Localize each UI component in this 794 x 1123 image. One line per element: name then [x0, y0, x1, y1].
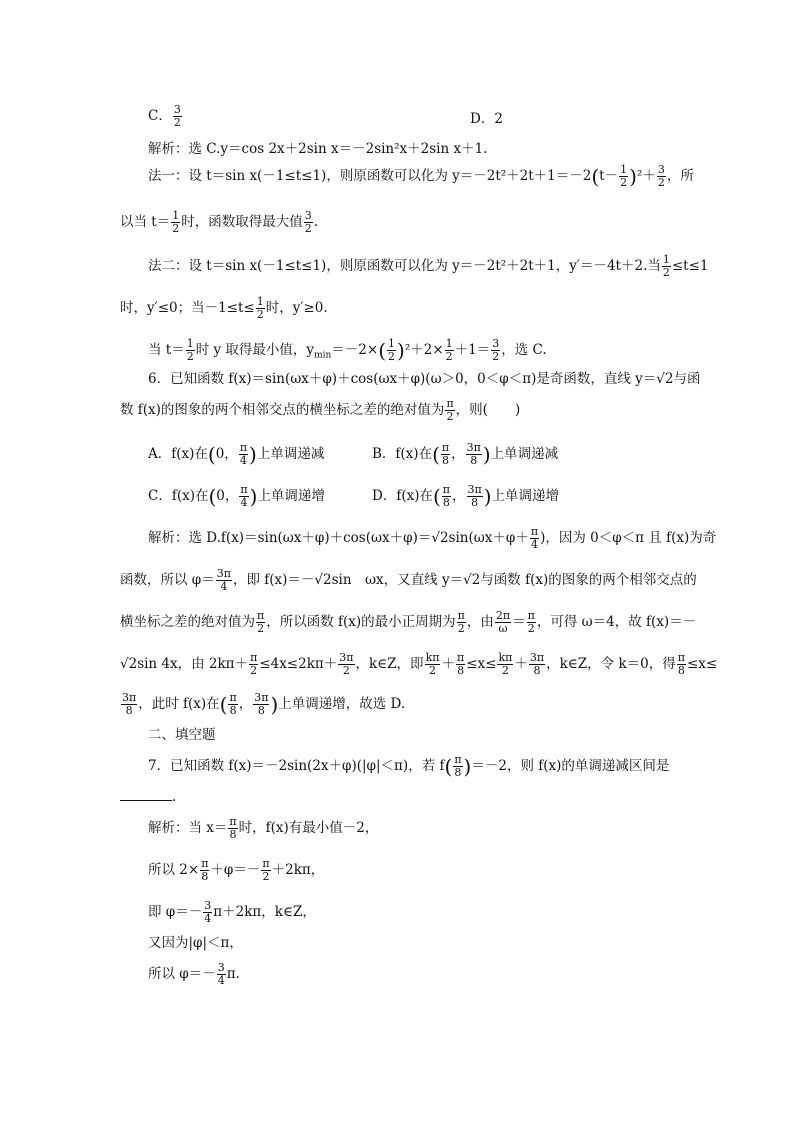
- text: t－: [599, 168, 619, 184]
- text: 函数，所以 φ＝: [120, 572, 215, 588]
- fraction: [527, 610, 536, 635]
- paren: ): [463, 754, 472, 779]
- answer-blank[interactable]: [120, 786, 172, 801]
- fraction: [253, 692, 269, 717]
- fraction: [497, 652, 513, 677]
- paren: ): [249, 484, 258, 509]
- text: 上单调递减: [490, 446, 559, 462]
- fraction: [171, 210, 180, 235]
- frac-den: 4: [239, 454, 247, 467]
- frac-num: 3π: [467, 483, 482, 496]
- text: 时，f(x)有最小值－2，: [238, 820, 379, 836]
- frac-den: 4: [217, 974, 225, 987]
- fraction: [256, 296, 265, 321]
- paren: (: [208, 484, 217, 509]
- frac-num: 2π: [495, 609, 511, 622]
- paren: ): [482, 442, 491, 467]
- text: ＝: [512, 614, 526, 630]
- fraction: [304, 210, 313, 235]
- frac-den: 2: [262, 870, 270, 883]
- frac-den: 8: [442, 454, 449, 467]
- frac-den: 8: [229, 828, 237, 841]
- q7-solution-line2: [148, 858, 324, 883]
- q5-method2-line1: [148, 254, 709, 279]
- text: 上单调递增: [257, 488, 325, 504]
- text: 上单调递增，故选 D.: [278, 696, 406, 712]
- frac-den: 2: [620, 176, 628, 189]
- fraction: [445, 398, 454, 423]
- frac-den: 8: [442, 496, 450, 509]
- frac-num: 3: [492, 337, 500, 350]
- fraction: [425, 652, 441, 677]
- frac-num: 3π: [339, 651, 354, 664]
- text: B．f(x)在: [372, 446, 433, 462]
- option-label: C．: [148, 108, 172, 124]
- frac-num: π: [456, 651, 465, 664]
- fraction: [203, 900, 212, 925]
- q6-option-b: [372, 442, 558, 467]
- text: .: [172, 789, 177, 805]
- paren: (: [591, 164, 600, 189]
- text: ＝－2×: [331, 342, 379, 358]
- text: ²＋2×: [404, 342, 444, 358]
- frac-num: π: [441, 441, 450, 454]
- q7-solution-line1: [148, 816, 378, 841]
- text: 横坐标之差的绝对值为: [120, 614, 255, 630]
- paren: (: [207, 442, 216, 467]
- fraction: [256, 610, 265, 635]
- text: C．f(x)在: [148, 488, 209, 504]
- text: ≤x≤: [686, 656, 718, 672]
- frac-num: π: [229, 691, 237, 704]
- frac-num: π: [239, 441, 248, 454]
- frac-den: 2: [446, 410, 454, 423]
- frac-num: π: [454, 753, 462, 766]
- frac-den: 8: [125, 704, 133, 717]
- text: ，则( ): [455, 402, 521, 418]
- frac-num: 3π: [254, 691, 269, 704]
- frac-den: 2: [457, 622, 465, 635]
- fraction: [121, 692, 137, 717]
- frac-den: 8: [229, 704, 237, 717]
- frac-num: 1: [186, 337, 194, 350]
- frac-num: 3π: [529, 651, 545, 664]
- q6-solution-line3: [120, 610, 696, 635]
- frac-den: 2: [445, 350, 453, 363]
- fraction: [466, 442, 482, 467]
- text: 法一：设 t＝sin x(－1≤t≤1)，则原函数可以化为 y＝－2t²＋2t＋1＝－2: [148, 168, 592, 184]
- text: 上单调递增: [491, 488, 560, 504]
- text: π＋2kπ，k∈Z，: [213, 904, 316, 920]
- paren: ): [397, 338, 405, 363]
- frac-den: 8: [470, 454, 478, 467]
- text: ，选 C.: [501, 342, 547, 358]
- frac-num: π: [257, 609, 265, 622]
- q6-solution-line4: [120, 652, 717, 677]
- text: ，由: [466, 614, 494, 630]
- frac-num: π: [262, 857, 270, 870]
- fraction: [495, 610, 511, 635]
- paren: ): [270, 692, 279, 717]
- fraction: [677, 652, 686, 677]
- text: 以当 t＝: [120, 214, 171, 230]
- frac-num: 1: [662, 253, 670, 266]
- frac-den: 8: [471, 496, 479, 509]
- frac-den: 8: [533, 664, 541, 677]
- paren: (: [444, 754, 453, 779]
- fraction: [338, 652, 354, 677]
- fraction: [228, 692, 237, 717]
- text: )，因为 0＜φ＜π 且 f(x)为奇: [540, 530, 717, 546]
- text: ＋1＝: [454, 342, 491, 358]
- text: ＝－2，则 f(x)的单调递减区间是: [471, 758, 670, 774]
- frac-den: 2: [186, 350, 194, 363]
- frac-den: 8: [677, 664, 685, 677]
- text: ，: [452, 488, 466, 504]
- subscript: min: [314, 350, 332, 361]
- frac-den: 2: [657, 176, 665, 189]
- q6-solution-line5: [120, 692, 405, 717]
- frac-num: π: [527, 609, 535, 622]
- fraction: [453, 754, 462, 779]
- text: 所以 φ＝－: [148, 966, 216, 982]
- frac-num: π: [442, 483, 451, 496]
- frac-num: π: [201, 857, 209, 870]
- text: ，k∈Z，令 k＝0，得: [546, 656, 676, 672]
- text: D．f(x)在: [372, 488, 433, 504]
- q6-stem-line1: 6．已知函数 f(x)＝sin(ωx＋φ)＋cos(ωx＋φ)(ω＞0，0＜φ＜π)是奇函数，直线 y＝√2与函: [148, 371, 701, 387]
- frac-den: 2: [501, 664, 509, 677]
- fraction: [657, 164, 666, 189]
- fraction: [200, 858, 209, 883]
- frac-den: 2: [256, 308, 264, 321]
- frac-den: 8: [457, 664, 465, 677]
- frac-num: 3: [217, 961, 225, 974]
- q5-option-c: [148, 104, 183, 129]
- frac-den: 8: [201, 870, 209, 883]
- text: 数 f(x)的图象的两个相邻交点的横坐标之差的绝对值为: [120, 402, 445, 418]
- text: √2sin 4x，由 2kπ＋: [120, 656, 249, 672]
- text: 即 φ＝－: [148, 904, 203, 920]
- q5-method1-line2: [120, 210, 318, 235]
- q5-option-d: D．2: [470, 111, 503, 127]
- q7-stem-line1: [148, 754, 669, 779]
- frac-num: π: [240, 483, 248, 496]
- frac-den: ω: [498, 622, 508, 635]
- fraction: [619, 164, 628, 189]
- text: .: [313, 214, 319, 230]
- fraction: [491, 338, 500, 363]
- text: ≤t≤1: [671, 258, 709, 274]
- text: 所以 2×: [148, 862, 200, 878]
- frac-num: 1: [172, 209, 180, 222]
- text: ，所: [666, 168, 694, 184]
- fraction: [217, 962, 226, 987]
- paren: ): [483, 484, 492, 509]
- fraction: [662, 254, 671, 279]
- frac-den: 4: [220, 580, 228, 593]
- q5-method1-line1: [148, 164, 694, 189]
- fraction: [387, 338, 396, 363]
- frac-num: 3: [173, 103, 181, 116]
- frac-den: 2: [250, 664, 258, 677]
- text: ，: [451, 446, 465, 462]
- text: ，k∈Z，即: [355, 656, 424, 672]
- fraction: [228, 816, 237, 841]
- fraction: [441, 442, 450, 467]
- frac-den: 2: [304, 222, 312, 235]
- fraction: [442, 484, 451, 509]
- frac-num: 3: [204, 899, 212, 912]
- frac-num: 3π: [466, 441, 481, 454]
- q6-option-d: [372, 484, 559, 509]
- frac-num: 3π: [122, 691, 137, 704]
- paren: ): [629, 164, 637, 189]
- text: ，即 f(x)＝－√2sin ωx，又直线 y＝√2与函数 f(x)的图象的两个相邻交点的: [232, 572, 697, 588]
- text: ＋: [441, 656, 455, 672]
- text: π.: [226, 966, 240, 982]
- text: 解析：当 x＝: [148, 820, 228, 836]
- frac-den: 4: [530, 538, 538, 551]
- frac-num: 3: [304, 209, 312, 222]
- frac-num: π: [250, 651, 258, 664]
- q5-method2-line3: [148, 338, 547, 365]
- fraction: [529, 652, 545, 677]
- text: ，可得 ω＝4，故 f(x)＝－: [536, 614, 697, 630]
- frac-num: kπ: [498, 651, 513, 664]
- text: 7．已知函数 f(x)＝－2sin(2x＋φ)(|φ|＜π)，若 f: [148, 758, 445, 774]
- frac-num: π: [229, 815, 237, 828]
- paren: (: [432, 484, 441, 509]
- frac-num: π: [677, 651, 685, 664]
- frac-num: 1: [256, 295, 264, 308]
- paren: (: [378, 338, 386, 363]
- frac-den: 8: [257, 704, 265, 717]
- fraction: [239, 484, 248, 509]
- text: 法二：设 t＝sin x(－1≤t≤1)，则原函数可以化为 y＝－2t²＋2t＋1，y′＝－4t＋2.当: [148, 258, 661, 274]
- text: ²＋: [636, 168, 656, 184]
- frac-den: 2: [429, 664, 437, 677]
- text: ＋2kπ，: [271, 862, 325, 878]
- text: 当 t＝: [148, 342, 185, 358]
- text: ＋: [514, 656, 528, 672]
- text: 0，: [215, 446, 238, 462]
- q6-stem-line2: [120, 398, 520, 423]
- text: 解析：选 D.f(x)＝sin(ωx＋φ)＋cos(ωx＋φ)＝√2sin(ωx＋φ＋: [148, 530, 529, 546]
- frac-den: 4: [240, 496, 248, 509]
- frac-den: 2: [173, 116, 181, 129]
- q7-solution-line3: [148, 900, 316, 925]
- q6-solution-line1: [148, 526, 716, 551]
- text: ，此时 f(x)在: [138, 696, 220, 712]
- frac-den: 2: [342, 664, 350, 677]
- frac-den: 2: [527, 622, 535, 635]
- text: 时，y′≤0；当－1≤t≤: [120, 300, 255, 316]
- fraction: [216, 568, 232, 593]
- fraction: [173, 104, 182, 129]
- text: ，所以函数 f(x)的最小正周期为: [266, 614, 456, 630]
- text: A．f(x)在: [148, 446, 208, 462]
- frac-num: 3: [657, 163, 665, 176]
- text: ≤4x≤2kπ＋: [259, 656, 338, 672]
- q6-option-a: [148, 442, 324, 467]
- section-heading: 二、填空题: [148, 727, 216, 743]
- text: 0，: [216, 488, 239, 504]
- text: 上单调递减: [256, 446, 325, 462]
- q6-solution-line2: [120, 568, 697, 593]
- q7-solution-line5: [148, 962, 240, 987]
- frac-den: 8: [454, 766, 462, 779]
- frac-num: 3π: [216, 567, 231, 580]
- text: ≤x≤: [466, 656, 497, 672]
- fraction: [186, 338, 195, 363]
- frac-den: 4: [204, 912, 212, 925]
- fraction: [239, 442, 248, 467]
- q5-solution-line1: 解析：选 C.y＝cos 2x＋2sin x＝－2sin²x＋2sin x＋1.: [148, 141, 488, 157]
- q7-solution-line4: 又因为|φ|＜π，: [148, 935, 243, 951]
- frac-num: 1: [445, 337, 453, 350]
- fraction: [530, 526, 539, 551]
- text: ，: [238, 696, 253, 712]
- frac-num: kπ: [425, 651, 440, 664]
- frac-num: π: [457, 609, 465, 622]
- q6-option-c: [148, 484, 325, 509]
- frac-den: 2: [257, 622, 265, 635]
- fraction: [261, 858, 270, 883]
- q7-stem-line2: [120, 786, 176, 806]
- paren: (: [432, 442, 440, 467]
- fraction: [457, 610, 466, 635]
- frac-num: 1: [388, 337, 395, 350]
- text: 时，函数取得最大值: [181, 214, 303, 230]
- frac-den: 2: [492, 350, 500, 363]
- fraction: [249, 652, 258, 677]
- fraction: [445, 338, 454, 363]
- frac-den: 2: [172, 222, 180, 235]
- frac-den: 2: [388, 350, 395, 363]
- q5-method2-line2: [120, 296, 328, 321]
- frac-num: π: [530, 525, 539, 538]
- fraction: [456, 652, 465, 677]
- frac-num: 1: [620, 163, 628, 176]
- text: 时，y′≥0.: [265, 300, 328, 316]
- paren: (: [219, 692, 228, 717]
- frac-den: 2: [662, 266, 670, 279]
- text: 时 y 取得最小值，y: [195, 342, 315, 358]
- paren: ): [249, 442, 257, 467]
- text: ＋φ＝－: [210, 862, 261, 878]
- frac-num: π: [446, 397, 454, 410]
- fraction: [467, 484, 483, 509]
